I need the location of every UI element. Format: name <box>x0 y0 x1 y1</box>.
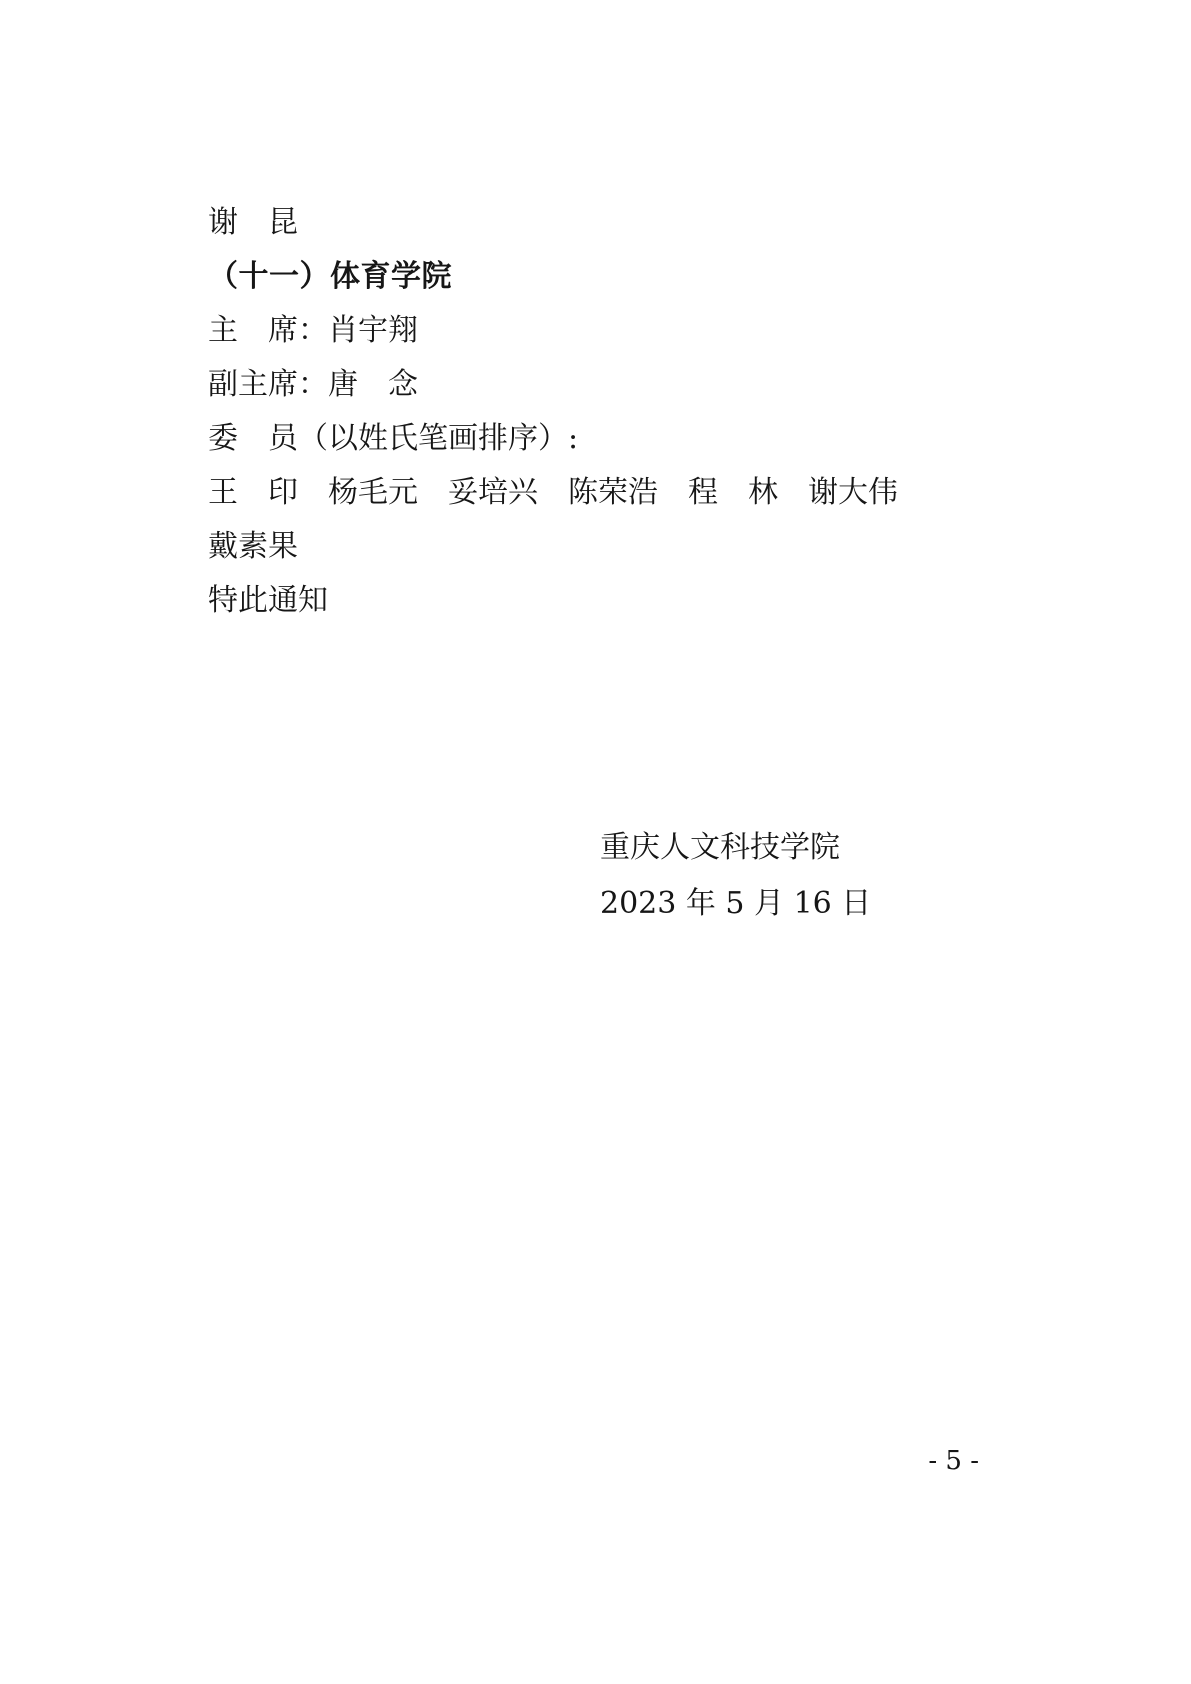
page-number: - 5 - <box>928 1446 979 1476</box>
signature-date: 2023 年 5 月 16 日 <box>600 886 872 921</box>
signature-block <box>600 820 1000 932</box>
section-heading: （十一）体育学院 <box>208 259 452 294</box>
body-line: 主 席：肖宇翔 <box>208 313 418 348</box>
body-line: 特此通知 <box>208 583 328 618</box>
body-line: 委 员（以姓氏笔画排序）: <box>208 421 579 456</box>
body-line: 王 印 杨毛元 妥培兴 陈荣浩 程 林 谢大伟 <box>208 475 898 510</box>
body-line: 副主席：唐 念 <box>208 367 418 402</box>
signature-organization: 重庆人文科技学院 <box>600 830 840 865</box>
document-body <box>208 196 988 628</box>
body-line: 戴素果 <box>208 529 298 564</box>
body-line: 谢 昆 <box>208 205 298 240</box>
